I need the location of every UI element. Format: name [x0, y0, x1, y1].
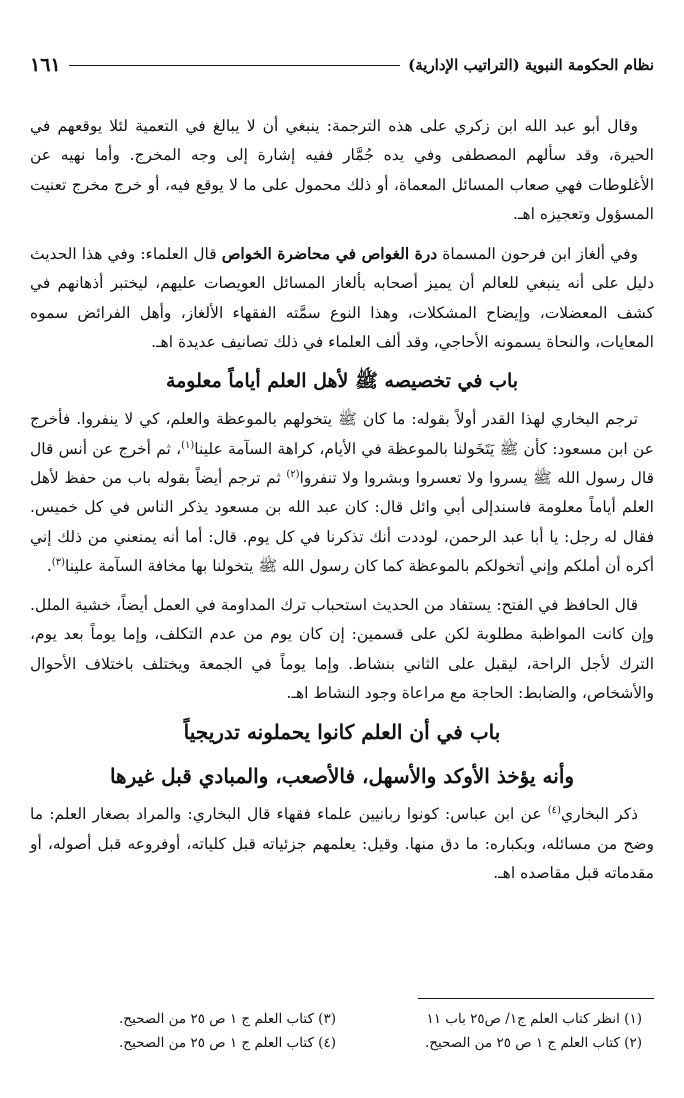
footnote-4: (٤) كتاب العلم ج ١ ص ٢٥ من الصحيح. [118, 1035, 336, 1051]
paragraph-text: ، ثم أخرج عن أنس قال قال رسول الله ﷺ يسروا ولا تعسروا وبشروا ولا تنفروا [30, 439, 654, 487]
paragraph-ibn-farhun [30, 239, 654, 357]
paragraph-bukhari-tarjama [30, 405, 654, 581]
header-rule [69, 65, 401, 66]
page-number: ١٦١ [30, 54, 61, 76]
footnote-3: (٣) كتاب العلم ج ١ ص ٢٥ من الصحيح. [118, 1011, 336, 1027]
paragraph-ibn-zakri: وقال أبو عبد الله ابن زكري على هذه الترجمة: ينبغي أن لا يبالغ في التعمية لئلا يوقعهم في الحيرة، وقد سألهم المصطفى وفي يده جُمَّار ففيه إشارة إلى وجه المخرج. وأما نهيه عن الأغلوطات فهي صعاب المسائل المعماة، أو ذلك محمول على ما لا يوقع فيه، أو خرج مخرج تعنيت المسؤول وتعجيزه اهـ. [30, 117, 654, 223]
paragraph-text: ترجم البخاري لهذا القدر أولاً بقوله: ما كان ﷺ يتخولهم بالموعظة والعلم، كي لا ينفروا. فأخرج عن ابن مسعود: كأن ﷺ يَتَخَولنا بالموعظة في الأيام، كراهة السآمة علينا [30, 410, 654, 458]
footnote-rule [418, 998, 654, 999]
paragraph-text: . [46, 556, 52, 575]
running-title: نظام الحكومة النبوية (التراتيب الإدارية) [408, 56, 654, 74]
footnotes [30, 998, 654, 1055]
paragraph-hafiz-fath: قال الحافظ في الفتح: يستفاد من الحديث استحباب ترك المداومة في العمل أيضاً، خشية الملل. وإن كانت المواظبة مطلوبة لكن على قسمين: إن كان يوم من عدم التكلف، وإما يوماً بعد يوم، الترك لأجل الراحة، ليقبل على الثاني بنشاط. وإما يوماً في الجمعة ويختلف باختلاف الأحوال والأشخاص، والضابط: الحاجة مع مراعاة وجود النشاط اهـ. [30, 596, 654, 703]
footnote-2: (٢) كتاب العلم ج ١ ص ٢٥ من الصحيح. [424, 1035, 642, 1051]
footnote-ref: (١) [181, 439, 195, 451]
section-heading: باب في تخصيصه ﷺ لأهل العلم أياماً معلومة [165, 370, 519, 393]
paragraph-text: قال العلماء: وفي هذا الحديث دليل على أنه ينبغي للعالم أن يميز أصحابه بألغاز المسائل العويصات عليهم، ليختبر أذهانهم في كشف المعضلات، وإيضاح المشكلات، وهذا النوع سمَّته الفقهاء الألغاز، وأهل الفرائض سموه المعايات، والنحاة يسمونه الأحاجي، وقد ألف العلماء في ذلك تصانيف عديدة اهـ. [30, 245, 654, 352]
paragraph-ibn-abbas [30, 800, 654, 888]
footnote-ref: (٤) [547, 805, 561, 817]
running-header [30, 52, 654, 78]
page-body [30, 112, 654, 888]
footnote-ref: (٣) [51, 556, 65, 568]
section-heading-line-1: باب في أن العلم كانوا يحملونه تدريجياً [183, 720, 501, 745]
paragraph-text: وفي ألغاز ابن فرحون المسماة [437, 245, 638, 264]
paragraph-text: عن ابن عباس: كونوا ربانيين علماء فقهاء قال البخاري: والمراد بصغار العلم: ما وضح من مسائله، وبكباره: ما دق منها. وقيل: يعلمهم جزئياته قبل كلياته، أوفروعه قبل أصوله، أو مقدماته قبل مقاصده اهـ. [30, 805, 654, 882]
footnote-1: (١) انظر كتاب العلم ج١/ ص٢٥ باب ١١ [426, 1011, 642, 1027]
paragraph-text: ثم ترجم أيضاً بقوله باب من حفظ لأهل العلم أياماً معلومة فاسندإلى أبي وائل قال: كان عبد الله بن مسعود يذكر الناس في كل خميس. فقال له رجل: يا أبا عبد الرحمن، لوددت أنك تذكرنا في كل يوم. قال: أما أنه يمنعني من ذلك إني أكره أن أملكم وإني أتخولكم بالموعظة كما كان رسول الله ﷺ يتخولنا بها مخافة السآمة علينا [30, 468, 654, 575]
section-heading-line-2: وأنه يؤخذ الأوكد والأسهل، فالأصعب، والمبادي قبل غيرها [109, 764, 575, 789]
paragraph-text: ذكر البخاري [560, 805, 638, 824]
footnote-ref: (٢) [286, 468, 300, 480]
book-title-bold: درة الغواص في محاضرة الخواص [221, 244, 438, 264]
